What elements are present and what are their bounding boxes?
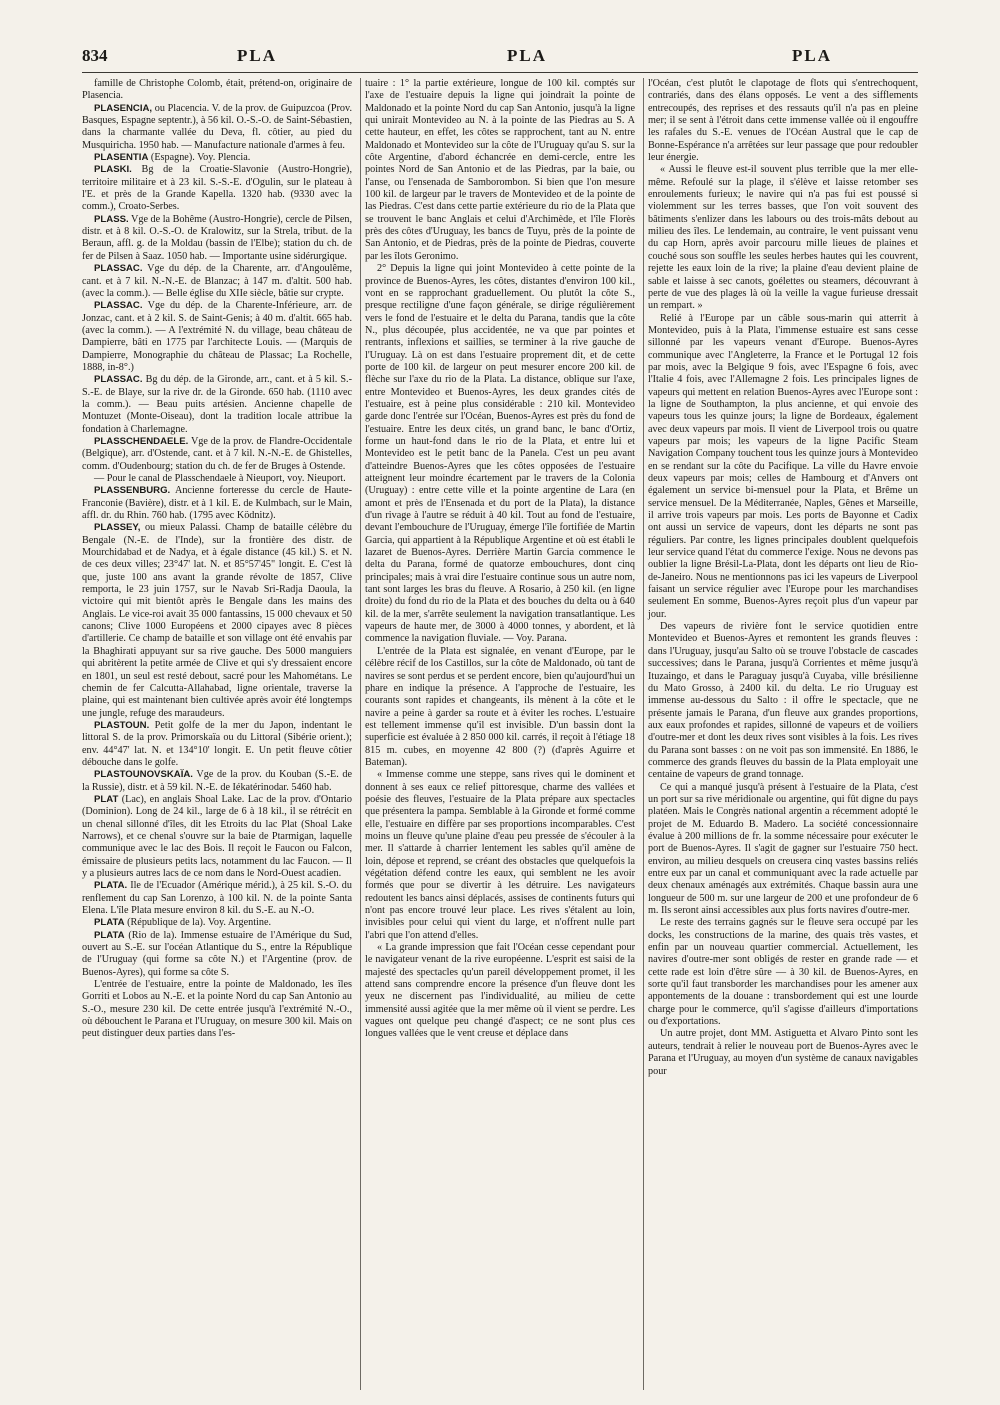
entry-headword: PLASS. [94,213,129,225]
dictionary-entry [82,930,352,979]
entry-text: tuaire : 1° la partie extérieure, longue de 100 kil. comptés sur l'axe de l'estuaire depuis la ligne qui joindrait la pointe de Maldonado et la pointe Nord du cap San Antonio, jusqu'à la ligne qui unirait Montevideo au N. à la pointe de las Piedras au S. A cette hauteur, en effet, les côtes se rapprochent, tant au N. entre Maldonado et Montevideo sur la côte de l'Uruguay qu'au S. sur la côte Argentine, d'abord échancrée en demi-cercle, entre les pointes Nord de San Antonio et de las Piedras, par la baie, ou l'anse, ou l'ensenada de Samborombon. Si bien que l'on mesure 100 kil. de largeur par le travers de Montevideo et de la pointe de las Piedras. C'est dans cette partie extérieure du rio de la Plata que se trouvent le banc Anglais et celui d'Archimède, et l'île Florès près des côtes d'Uruguay, les bancs de Tuyu, près de la pointe de San Antonio, et de Piedras, près de la pointe de Piedras, couverte par les îlots Geronimo. [365,78,635,262]
page-number: 834 [82,46,108,65]
entry-text: Bg de la Croatie-Slavonie (Austro-Hongrie), territoire militaire et à 23 kil. S.-S.-E. d'Ogulin, sur le plateau à l'E. et près de la Grande Kapella. 1320 hab. (9330 avec la comm.), Croato-Serbes. [82,164,352,213]
entry-headword: PLASENTIA [94,152,149,164]
entry-headword: PLASSCHENDAELE. [94,435,189,447]
entry-text: l'Océan, c'est plutôt le clapotage de flots qui s'entrechoquent, contrariés, dans des élans opposés. Le vent a des sifflements entrecoupés, des reprises et des ressauts qu'il n'a pas en pleine mer; il se sent à l'étroit dans cette immense vallée où il engouffre les rafales du S.-E. venues de l'Océan Austral que le cap de Bonne-Espérance n'a arrêtées sur leur passage que pour redoubler leur énergie. [648,78,918,164]
text-columns [82,78,918,1390]
dictionary-entry [82,485,352,522]
page-header [82,42,918,73]
entry-paragraph [82,979,352,1041]
column-middle [360,78,635,1390]
entry-headword: PLASENCIA, [94,102,153,114]
entry-headword: PLATA [94,929,125,941]
dictionary-entry [82,103,352,152]
entry-paragraph [648,313,918,622]
entry-paragraph [648,917,918,1028]
entry-headword: PLASTOUNOVSKAÏA. [94,769,193,781]
dictionary-entry [82,436,352,473]
entry-text: Vge de la prov. de Flandre-Occidentale (Belgique), arr. d'Ostende, cant. et à 7 kil. N.-N.-E. de Ghistelles, comm. d'Oudenbourg; station du ch. de fer de Bruges à Ostende. [82,435,352,472]
entry-text: L'entrée de la Plata est signalée, en venant d'Europe, par le célèbre récif de los Castillos, sur la côte de Maldonado, où tant de navires se sont perdus et se perdent encore, bien qu'aujourd'hui un phare en indique la présence. A l'approche de l'estuaire, les courants sont rapides et changeants, ils mènent à la côte et le navire a peine à garder sa route et à éviter les roches. L'estuaire est tellement immense qu'il est invisible. D'un bassin dont la superficie est évaluée à 2 850 000 kil. carrés, il reçoit à l'étiage 18 815 m. cubes, en moyenne 42 800 (?) (d'après Aguirre et Bateman). [365,645,635,768]
entry-text: Relié à l'Europe par un câble sous-marin qui atterrit à Montevideo, puis à la Plata, l'immense estuaire est sans cesse sillonné par les vapeurs venant d'Europe. Buenos-Ayres communique avec l'Angleterre, la France et le Portugal 12 fois par mois, avec la Belgique 9 fois, avec l'Espagne 6 fois, avec l'Italie 4 fois, avec l'Allemagne 2 fois. Les principales lignes de vapeurs qui mettent en relation Buenos-Ayres avec l'Europe sont : la ligne de Southampton, la plus ancienne, et qui envoie des vapeurs tous les quinze jours; la ligne de Bordeaux, également avec deux vapeurs par mois. Il vient de Liverpool trois ou quatre vapeurs par mois; les vapeurs de la ligne Pacific Steam Navigation Company touchent tous les quinze jours à Montevideo en se rendant sur la côte du Pacifique. La ville du Havre envoie deux vapeurs par mois; celles de Hambourg et d'Anvers ont également un service bi-mensuel pour la Plata, et Brême un service mensuel. De la Méditerranée, Naples, Gênes et Marseille, il arrive trois vapeurs par mois. Les ports de Bayonne et Cadix ont aussi un service de vapeurs, dont les départs ne sont pas réguliers. Par contre, les lignes principales doublent quelquefois leur service quand l'état du commerce l'exige. Nous ne devons pas oublier la ligne Brésil-La-Plata, dont les départs ont lieu de Rio-de-Janeiro. Nous ne mentionnons pas ici les vapeurs de Liverpool faisant un service régulier avec l'Europe pour les marchandises seulement En somme, Buenos-Ayres reçoit plus d'un vapeur par jour. [648,312,918,620]
entry-paragraph [365,78,635,263]
entry-text: Vge de la prov. du Kouban (S.-E. de la Russie), distr. et à 59 kil. N.-E. de Iékatérinodar. 5460 hab. [82,769,352,793]
entry-paragraph [365,263,635,646]
entry-paragraph [648,1028,918,1077]
entry-text: (République de la). Voy. Argentine. [127,917,272,929]
dictionary-entry [82,374,352,436]
entry-paragraph [365,646,635,769]
entry-text: (Rio de la). Immense estuaire de l'Amérique du Sud, ouvert au S.-E. sur l'océan Atlantique du S., entre la République de l'Uruguay (qui forme sa côte N.) et l'Argentine (prov. de Buenos-Ayres), qui forme sa côte S. [82,929,352,978]
dictionary-entry [82,214,352,263]
entry-text: Ile de l'Ecuador (Amérique mérid.), à 25 kil. S.-O. du renflement du cap San Lorenzo, à 100 kil. N. de la pointe Santa Elena. L'île Plata mesure environ 8 kil. du S.-E. au N.-O. [82,880,352,917]
entry-paragraph [82,473,352,485]
entry-text: ou Placencia. V. de la prov. de Guipuzcoa (Prov. Basques, Espagne septentr.), à 56 kil. O.-S.-O. de Saint-Sébastien, dans la charmante vallée du Deva, fl. côtier, au pied du Musquiricha. 1950 hab. — Manufacture nationale d'armes à feu. [82,102,352,151]
entry-paragraph [365,769,635,942]
entry-text: Le reste des terrains gagnés sur le fleuve sera occupé par les docks, les constructions de la marine, des quais très vastes, et enfin par un nouveau quartier commercial. Actuellement, les navires d'outre-mer sont obligés de rester en grande rade — et cette rade est loin d'être sûre — à 30 kil. de Buenos-Ayres, en sorte qu'il faut transborder les marchandises pour les amener aux appontements de la douane : transbordement qui est une lourde charge pour le commerce, qu'il s'agisse d'ailleurs d'importations ou d'exportations. [648,917,918,1028]
entry-headword: PLASSENBURG. [94,485,171,497]
entry-text: famille de Christophe Colomb, était, prétend-on, originaire de Plasencia. [82,78,352,102]
column-right [643,78,918,1390]
dictionary-entry [82,263,352,300]
entry-headword: PLASSAC. [94,300,143,312]
entry-headword: PLATA [94,917,125,929]
running-head-left: PLA [237,46,277,65]
entry-text: Ancienne forteresse du cercle de Haute-Franconie (Bavière), distr. et à 1 kil. E. de Kulmbach, sur le Main, affl. dr. du Rhin. 760 hab. (1795 avec Ködnitz). [82,485,352,522]
running-head-center: PLA [507,46,547,65]
entry-text: (Lac), en anglais Shoal Lake. Lac de la prov. d'Ontario (Dominion). Long de 24 kil., large de 6 à 18 kil., il se rétrécit en un chenal sillonné d'îles, dit les Etroits du lac Plat (Shoal Lake Narrows), et ce chenal s'ouvre sur la baie de Ptarmigan, laquelle communique avec le lac des Bois. Il reçoit le Faucon ou Falcon, émissaire de plusieurs petits lacs, notamment du lac Faucon. — Il y a plusieurs autres lacs de ce nom dans le Nord-Ouest acadien. [82,793,352,879]
entry-text: Vge de la Bohême (Austro-Hongrie), cercle de Pilsen, distr. et à 8 kil. O.-S.-O. de Kralowitz, sur la Strela, tribut. de la Beraun, affl. g. de la Moldau (bassin de l'Elbe); station du ch. de fer de Pilsen à Saaz. 1050 hab. — Importante usine sidérurgique. [82,213,352,262]
dictionary-entry [82,769,352,794]
entry-paragraph [648,164,918,312]
entry-paragraph [648,621,918,781]
entry-headword: PLASKI. [94,164,132,176]
entry-text: ou mieux Palassi. Champ de bataille célèbre du Bengale (N.-E. de l'Inde), sur la frontière des distr. de Mourchidabad et de Nadya, et à égale distance (45 kil.) S. et N. de ces deux villes; 23°47' lat. N. et 85°57'45" longit. E. C'est là que, juste 100 ans avant la grande révolte de 1857, Clive remporta, le 23 juin 1757, sur le Navab Sri-Radja Daoula, la victoire qui mit bientôt après le Bengale dans les mains des Anglais. Le vice-roi avait 35 000 fantassins, 15 000 chevaux et 50 canons; Clive 1000 Européens et 2000 cipayes avec 8 pièces d'artillerie. Ce champ de bataille et son village ont été envahis par la Bhaghirati appuyant sur sa rive gauche. Des 5000 manguiers qui abritèrent la petite armée de Clive et qui s'y dressaient encore en 1801, un seul est resté debout, sacré pour les Mahométans. Le chemin de fer Calcutta-Allahabad, ligne orientale, traverse la plaine, qui est maintenant bien cultivée après avoir été longtemps une jungle, refuge des maraudeurs. [82,522,352,719]
entry-headword: PLAT [94,793,119,805]
dictionary-entry [82,917,352,929]
entry-text: « Aussi le fleuve est-il souvent plus terrible que la mer elle-même. Refoulé sur la plage, il s'élève et laisse retomber ses enroulements furieux; le navire qui n'a pas fui est poussé si violemment sur les terres basses, que l'on voit souvent des bâtiments s'enlizer dans les labours ou des trois-mâts debout au milieu des îles. Le lendemain, au contraire, le vent puissant venu du cap Horn, après avoir parcouru mille lieues de plaines et couché sous son souffle les seules herbes hautes qui les couvrent, rejette les eaux loin de la rive; la plaine d'eau devient plaine de sable et laisse à sec canots, goélettes ou steamers, découvrant à perte de vue des plages là où la veille la vague furieuse dressait un rempart. » [648,164,918,312]
dictionary-entry [82,300,352,374]
entry-paragraph [365,942,635,1041]
entry-headword: PLASTOUN. [94,719,150,731]
entry-text: Vge du dép. de la Charente-Inférieure, arr. de Jonzac, cant. et à 2 kil. S. de Saint-Genis; à 40 m. d'altit. 665 hab. (avec la comm.). — A l'extrémité N. du village, beau château de Dampierre, bâti en 1775 par l'architecte Louis. — (Marquis de Dampierre, Monographie du château de Plassac; La Rochelle, 1888, in-8°.) [82,300,352,373]
entry-paragraph [648,782,918,918]
column-left [82,78,352,1390]
dictionary-entry [82,522,352,720]
entry-text: Petit golfe de la mer du Japon, indentant le littoral S. de la prov. Primorskaïa ou du Littoral (Sibérie orient.); env. 44°47' lat. N. et 134°10' longit. E. Un petit fleuve côtier débouche dans le golfe. [82,719,352,768]
entry-text: (Espagne). Voy. Plencia. [150,152,251,164]
entry-paragraph [648,78,918,164]
entry-headword: PLASSEY, [94,522,141,534]
dictionary-entry [82,152,352,164]
entry-text: Vge du dép. de la Charente, arr. d'Angoulême, cant. et à 7 kil. N.-N.-E. de Blanzac; à 147 m. d'altit. 500 hab. (avec la comm.). — Belle église du XIIe siècle, bâtie sur crypte. [82,263,352,299]
dictionary-entry [82,164,352,213]
entry-headword: PLATA. [94,880,128,892]
entry-text: 2° Depuis la ligne qui joint Montevideo à cette pointe de la province de Buenos-Ayres, les côtes, distantes d'environ 100 kil., vont en se rapprochant graduellement. Ou plutôt la côte S., presque rectiligne d'une façon générale, se dirige régulièrement vers le fond de l'estuaire et le delta du Parana, tandis que la côte N., plus découpée, plus accidentée, ne va que par pointes et rentrants, inflexions et saillies, se terminer à la rive gauche de l'Uruguay. Là on est dans l'estuaire proprement dit, et de cette porte de 100 kil. de largeur on peut mesurer encore 200 kil. de flèche sur l'axe du rio de la Plata. La distance, oblique sur l'axe, entre Montevideo et Buenos-Ayres, les deux grandes cités de l'estuaire, est à peine plus considérable : 210 kil. Montevideo garde donc l'entrée sur l'Océan, Buenos-Ayres est près du fond de l'estuaire. Entre les deux cités, un grand banc, le banc d'Ortiz, forme un haut-fond dans le rio de la Plata, et entre lui et Montevideo est le petit banc de la Panela. C'est un peu avant d'atteindre Buenos-Ayres que les côtes opposées de l'estuaire atteignent leur moindre écartement par le travers de la Colonia (Uruguay) : entre cette ville et la pointe argentine de Lara (en amont et près de l'Ensenada et du port de la Plata), la distance d'un rivage à l'autre se réduit à 40 kil. Tout au fond de l'estuaire, devant l'embouchure de l'Uruguay, émerge l'île fortifiée de Martin Garcia, qui appartient à la République Argentine et où est établi le lazaret de Buenos-Ayres. Derrière Martin Garcia commence le delta du Parana, formé de quatorze embouchures, dont cinq principales; mais à vrai dire l'estuaire continue sous un autre nom, tant sont larges les bras du fleuve. A Rosario, à 250 kil. (en ligne droite) du fond du rio de la Plata et des bouches du delta ou à 640 kil. de la mer, s'arrête seulement la navigation transatlantique. Les vapeurs de haute mer, de 3000 à 4000 tonnes, y abordent, et là commence la navigation fluviale. — Voy. Parana. [365,263,635,645]
dictionary-entry [82,720,352,769]
entry-text: Ce qui a manqué jusqu'à présent à l'estuaire de la Plata, c'est un port sur sa rive méridionale ou argentine, qui fût digne du pays platéen. Mais le Congrès national argentin a récemment adopté le projet de M. Eduardo B. Madero. La société concessionnaire évalue à 200 millions de fr. la somme nécessaire pour exécuter le port de Buenos-Ayres. Il s'agit de gagner sur l'estuaire 750 hect. environ, au milieu desquels on creusera cinq vastes bassins reliés entre eux par un canal et communiquant avec la rade actuelle par deux chenaux aménagés aux extrémités. Chaque bassin aura une longueur de 500 m. sur une largeur de 200 et une profondeur de 6 m. Ils seront ainsi accessibles aux plus forts navires d'outre-mer. [648,781,918,917]
entry-text: « La grande impression que fait l'Océan cesse cependant pour le navigateur venant de la rive européenne. L'esprit est saisi de la majesté des spectacles qu'un pareil développement promet, il les attend sans comprendre encore la présence d'un fleuve dont les yeux ne discernent pas l'individualité, au milieu de cette immensité aussi agitée que la mer même où il vient se perdre. Les vagues ont quelque peu changé d'aspect; ce ne sont plus ces longues vallées que le vent creuse et déplace dans [365,942,635,1040]
entry-text: — Pour le canal de Plasschendaele à Nieuport, voy. Nieuport. [94,473,346,484]
entry-text: L'entrée de l'estuaire, entre la pointe de Maldonado, les îles Gorriti et Lobos au N.-E. et la pointe Nord du cap San Antonio au S.-O., mesure 230 kil. De cette entrée jusqu'à l'extrémité N.-O., où débouchent le Parana et l'Uruguay, on mesure 300 kil. Mais on peut distinguer deux parties dans l'es- [82,979,352,1040]
dictionary-entry [82,880,352,917]
entry-text: Bg du dép. de la Gironde, arr., cant. et à 5 kil. S.-S.-E. de Blaye, sur la rive dr. de la Gironde. 650 hab. (1110 avec la comm.). — Beau puits artésien. Ancienne chapelle de Montuzet (Monte-Oiseau), dont la tradition locale attribue la fondation à Charlemagne. [82,374,352,435]
entry-text: Un autre projet, dont MM. Astiguetta et Alvaro Pinto sont les auteurs, tendrait à relier le nouveau port de Buenos-Ayres avec le Parana et l'Uruguay, au moyen d'un système de canaux navigables pour [648,1028,918,1077]
running-head-right: PLA [792,46,832,65]
entry-text: Des vapeurs de rivière font le service quotidien entre Montevideo et Buenos-Ayres et remontent les grands fleuves : dans l'Uruguay, jusqu'au Salto où se trouve l'obstacle de cascades successives; dans le Parana, jusqu'à Corrientes et même jusqu'à Ituzaingo, et dans le Paraguay jusqu'à Cuyaba, ville brésilienne du Mato Grosso, à 2400 kil. du delta. Le rio Uruguay est immense au-dessous du Salto : il offre le spectacle, que ne présente jamais le Parana, d'un fleuve aux grandes proportions, aux eaux profondes et rapides, sillonné de vapeurs et de voiliers d'outre-mer et dont les deux rives sont visibles à la fois. Les rives du Parana sont basses : on ne voit pas son immensité. En 1886, le commerce des grands fleuves du bassin de la Plata employait une centaine de vapeurs de grand tonnage. [648,621,918,781]
entry-text: « Immense comme une steppe, sans rives qui le dominent et donnent à ses eaux ce relief pittoresque, charme des vallées et poésie des fleuves, l'estuaire de la Plata prépare aux spectacles que présentera la pampa. Semblable à la Gironde et formé comme elle, l'estuaire en diffère par ses proportions incomparables. C'est moins un fleuve qu'une plaine d'eau peu pressée de s'écouler à la mer. Il s'attarde à charrier lentement les sables qu'il amène de loin, dépose et reprend, se créant des obstacles que quelquefois la végétation défend contre les eaux, qui semblent ne les avoir formés que pour se divertir à les détruire. Les navigateurs redoutent les bancs ainsi déplacés, assises de continents futurs qui n'ont pas encore trouvé leur place. Les rives s'étalent au loin, invisibles pour celui qui vient du large, et n'offrent nulle part l'abri que l'on attend d'elles. [365,769,635,941]
dictionary-entry [82,794,352,880]
entry-headword: PLASSAC. [94,263,143,275]
entry-headword: PLASSAC. [94,374,143,386]
entry-paragraph [82,78,352,103]
